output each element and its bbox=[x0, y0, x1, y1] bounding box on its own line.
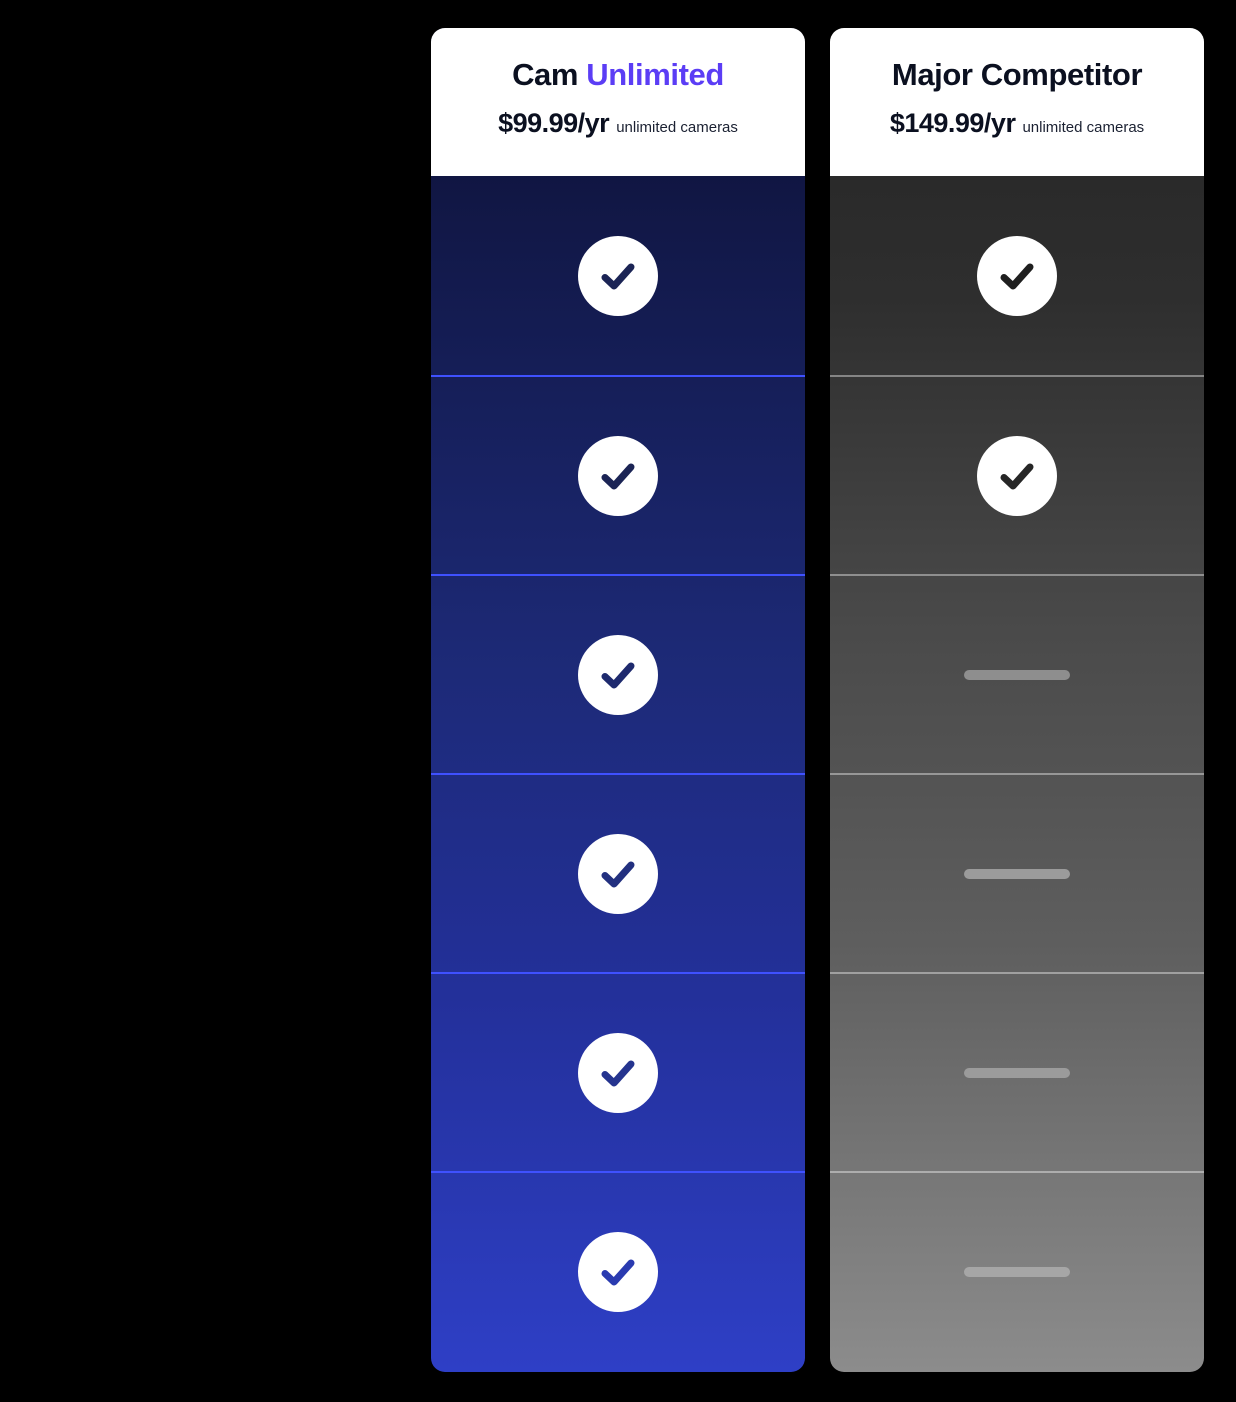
plan-price-note: unlimited cameras bbox=[1022, 119, 1145, 137]
plan-price-row-major-competitor bbox=[844, 108, 1190, 139]
feature-cell bbox=[830, 375, 1204, 574]
feature-cell bbox=[830, 972, 1204, 1171]
plan-title-major-competitor: Major Competitor bbox=[891, 57, 1143, 92]
feature-cell bbox=[830, 1171, 1204, 1370]
plan-price: $99.99/yr bbox=[498, 108, 610, 139]
dash-icon bbox=[964, 1068, 1070, 1078]
plan-title-cam-unlimited bbox=[445, 58, 791, 92]
feature-cell bbox=[431, 1171, 805, 1370]
plan-title-accent: Unlimited bbox=[586, 57, 724, 92]
plan-price-note: unlimited cameras bbox=[616, 119, 738, 137]
feature-cell bbox=[830, 773, 1204, 972]
check-circle-icon bbox=[578, 1232, 658, 1312]
plan-header-major-competitor bbox=[830, 28, 1204, 176]
plan-column-major-competitor bbox=[830, 28, 1204, 1372]
check-circle-icon bbox=[578, 1033, 658, 1113]
check-circle-icon bbox=[578, 635, 658, 715]
feature-cells-cam-unlimited bbox=[431, 176, 805, 1370]
feature-cell bbox=[431, 972, 805, 1171]
plan-column-cam-unlimited bbox=[431, 28, 805, 1372]
check-circle-icon bbox=[578, 834, 658, 914]
feature-cells-major-competitor bbox=[830, 176, 1204, 1370]
check-circle-icon bbox=[578, 236, 658, 316]
plan-price: $149.99/yr bbox=[889, 108, 1016, 139]
plan-price-row-cam-unlimited bbox=[445, 108, 791, 139]
plan-header-cam-unlimited bbox=[431, 28, 805, 176]
feature-cell bbox=[431, 375, 805, 574]
feature-cell bbox=[830, 176, 1204, 375]
feature-cell bbox=[431, 773, 805, 972]
dash-icon bbox=[964, 869, 1070, 879]
plan-title-text: Cam bbox=[512, 57, 587, 92]
feature-cell bbox=[830, 574, 1204, 773]
feature-cell bbox=[431, 574, 805, 773]
check-circle-icon bbox=[977, 236, 1057, 316]
check-circle-icon bbox=[578, 436, 658, 516]
dash-icon bbox=[964, 1267, 1070, 1277]
check-circle-icon bbox=[977, 436, 1057, 516]
dash-icon bbox=[964, 670, 1070, 680]
feature-cell bbox=[431, 176, 805, 375]
